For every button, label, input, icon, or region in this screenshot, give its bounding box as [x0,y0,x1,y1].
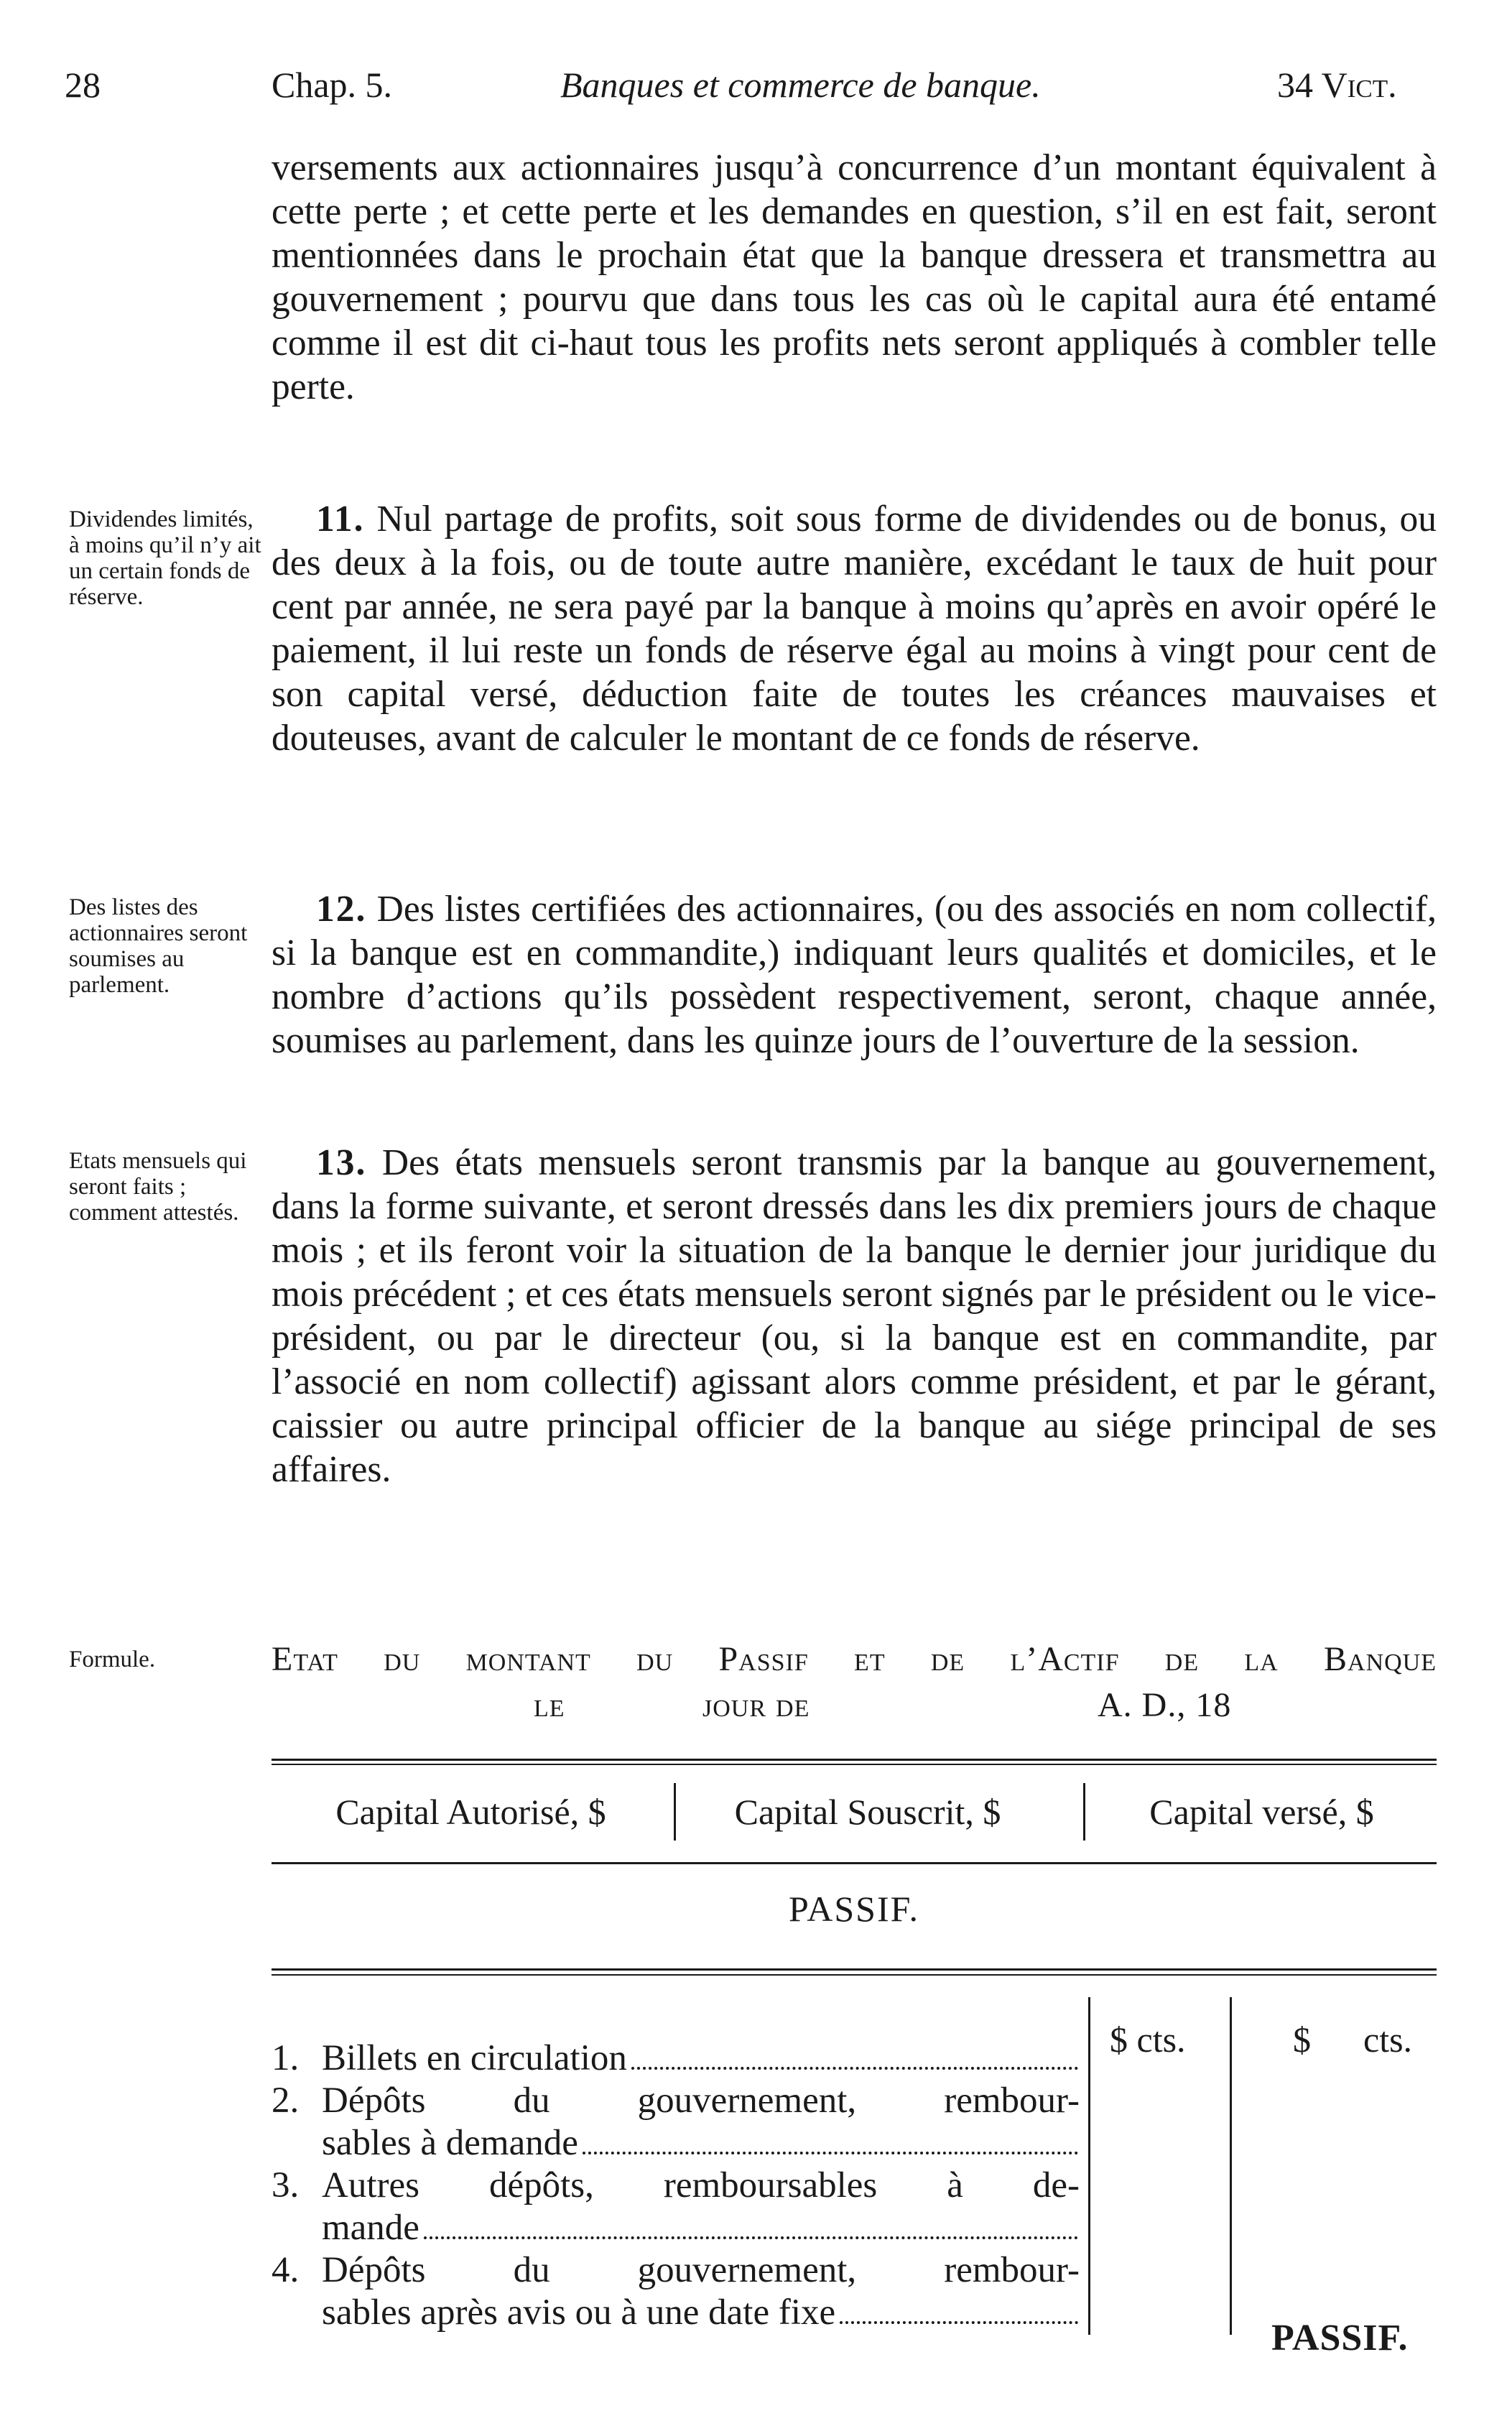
item-text: Billets en circulation [322,2038,627,2078]
margin-note-section-11: Dividendes limités, à moins qu’il n’y ait un certain fonds de réserve. [69,506,261,610]
amount-column-divider-1 [1088,1997,1090,2335]
item-number: 3. [272,2165,300,2205]
chapter-label: Chap. 5. [272,65,393,105]
table-rule-top-2 [272,1764,1437,1765]
continuation-text: versements aux actionnaires jusqu’à concurrence d’un montant équivalent à cette perte ; et cette perte et les demandes en question, s’il en est fait, seront mentionnées dans le prochain état que la banque dressera et transmettra au gouvernement ; pourvu que dans tous les cas où le capital aura été entamé comme il est dit ci-haut tous les profits nets seront appliqués à combler telle perte. [272,147,1437,407]
capital-autorise: Capital Autorisé, $ [335,1792,606,1832]
dot-leader [840,2321,1078,2324]
list-item [272,2165,1080,2249]
page-number: 28 [65,65,101,105]
section-13-text: Des états mensuels seront transmis par la banque au gouvernement, dans la forme suivante, et seront dressés dans les dix premiers jours de chaque mois ; et ils feront voir la situation de la banque le dernier jour juridique du mois précédent ; et ces états mensuels seront signés par le président ou le vice-président, ou par le directeur (ou, si la banque est en commandite, par l’associé en nom collectif) agissant alors comme président, et par le gérant, caissier ou autre principal officier de la banque au siége principal de ses affaires. [272,1142,1437,1490]
running-title: Banques et commerce de banque. [560,65,1041,105]
dot-leader [631,2067,1078,2070]
list-item [272,2037,1080,2080]
item-number: 4. [272,2250,300,2290]
item-text-line-1: Dépôts du gouvernement, rembour- [322,2250,1080,2290]
capital-row [272,1769,1437,1855]
item-text-line-1: Autres dépôts, remboursables à de- [322,2165,1080,2205]
list-item [272,2080,1080,2165]
form-heading [272,1637,1437,1728]
amount-column-divider-2 [1230,1997,1232,2335]
amount-header-col2-dollar: $ [1293,2019,1311,2060]
table-rule-top [272,1759,1437,1761]
margin-note-formule: Formule. [69,1647,156,1672]
form-heading-line-1: Etat du montant du Passif et de l’Actif de la Banque [272,1640,1437,1678]
section-11-number: 11. [316,499,365,540]
dot-leader [424,2236,1078,2239]
form-heading-line-2 [272,1682,1437,1728]
capital-verse: Capital versé, $ [1149,1792,1374,1832]
passif-footer-label: PASSIF. [1271,2318,1409,2358]
capital-souscrit: Capital Souscrit, $ [734,1792,1001,1832]
dot-leader [583,2152,1078,2154]
passif-items [272,2037,1080,2334]
passif-rule-1 [272,1968,1437,1971]
regnal-year: 34 Vict. [1277,65,1397,105]
item-text-line-2: mande [322,2208,419,2248]
form-ad-year: A. D., 18 [1098,1686,1232,1724]
item-text-line-1: Dépôts du gouvernement, rembour- [322,2080,1080,2121]
item-number: 1. [272,2038,300,2078]
continuation-paragraph [272,146,1437,409]
item-text-line-2: sables à demande [322,2123,578,2163]
section-12-text: Des listes certifiées des actionnaires, (ou des associés en nom collectif, si la banque est en commandite,) indiquant leurs qualités et domiciles, et le nombre d’actions qu’ils possèdent respectivement, seront, chaque année, soumises au parlement, dans les quinze jours de l’ouverture de la session. [272,889,1437,1061]
capital-divider-2 [1083,1783,1085,1841]
section-13-number: 13. [316,1142,367,1183]
capital-divider-1 [674,1783,676,1841]
amount-header-col2-cts: cts. [1363,2019,1413,2060]
section-11 [272,497,1437,760]
item-number: 2. [272,2080,300,2121]
section-11-text: Nul partage de profits, soit sous forme de dividendes ou de bonus, ou des deux à la fois, ou de toute autre manière, excédant le taux de huit pour cent par année, ne sera payé par la banque à moins qu’après en avoir opéré le paiement, il lui reste un fonds de réserve égal au moins à vingt pour cent de son capital versé, déduction faite de toutes les créances mauvaises et douteuses, avant de calculer le montant de ce fonds de réserve. [272,499,1437,759]
margin-note-section-13: Etats mensuels qui seront faits ; comment attestés. [69,1148,247,1226]
list-item [272,2249,1080,2334]
section-12 [272,887,1437,1063]
margin-note-section-12: Des listes des actionnaires seront soumises au parlement. [69,894,248,998]
form-le: le [534,1686,565,1724]
section-13 [272,1141,1437,1491]
form-jour-de: jour de [702,1686,810,1724]
section-12-number: 12. [316,889,367,930]
item-text-line-2: sables après avis ou à une date fixe [322,2292,836,2333]
passif-heading: PASSIF. [789,1889,919,1929]
capital-rule-bottom [272,1862,1437,1864]
amount-header-col1: $ cts. [1110,2019,1186,2060]
passif-rule-2 [272,1974,1437,1976]
